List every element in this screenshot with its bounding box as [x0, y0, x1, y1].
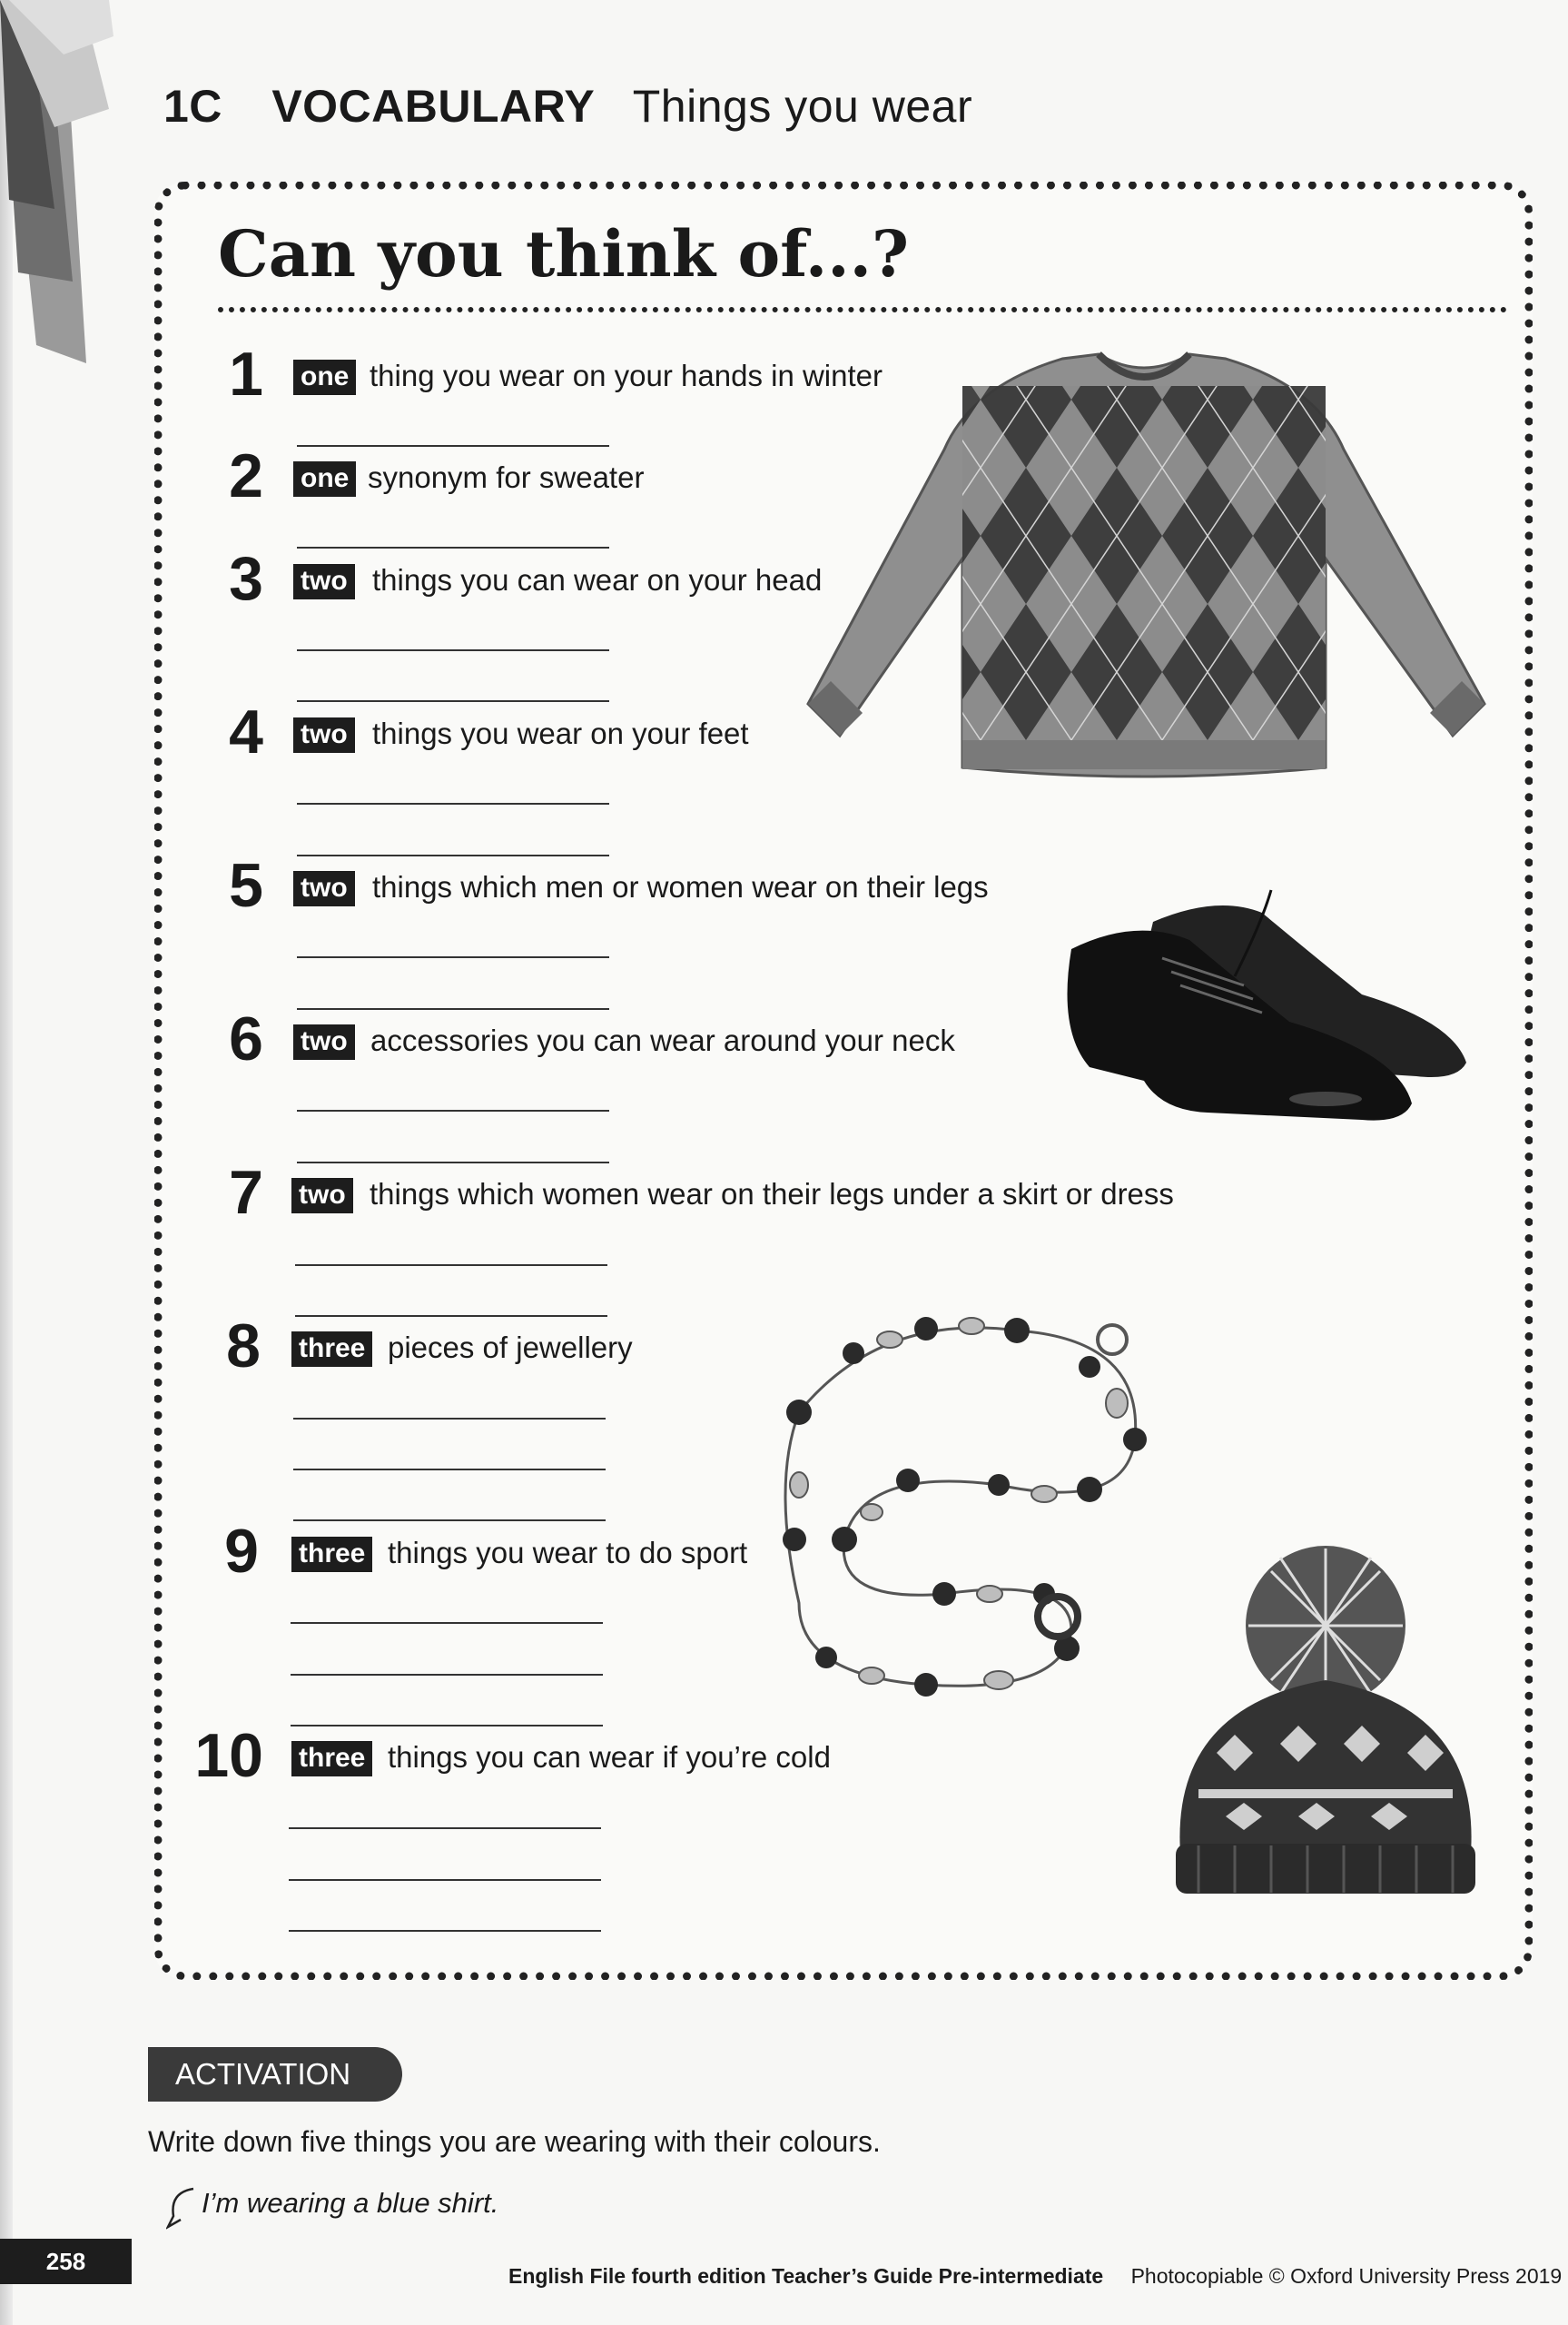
quantity-tag: two	[293, 564, 355, 599]
question-number: 5	[229, 851, 263, 920]
question-text: things which men or women wear on their legs	[372, 870, 989, 904]
question-number: 10	[194, 1721, 263, 1790]
question-number: 3	[229, 544, 263, 613]
title-divider	[218, 307, 1507, 312]
quantity-tag: two	[293, 717, 355, 753]
answer-line[interactable]	[295, 1264, 607, 1266]
activation-example: I’m wearing a blue shirt.	[202, 2187, 499, 2219]
quantity-tag: two	[293, 871, 355, 906]
worksheet-title: Can you think of...?	[218, 216, 909, 292]
decorative-fan-graphic	[0, 0, 118, 372]
answer-line[interactable]	[297, 956, 609, 958]
question-10	[0, 1721, 1271, 1790]
question-number: 4	[229, 698, 263, 767]
answer-line[interactable]	[291, 1622, 603, 1624]
quantity-tag: two	[293, 1024, 355, 1060]
question-number: 1	[229, 340, 263, 409]
question-text: things you can wear on your head	[372, 563, 823, 597]
necklace-image	[745, 1303, 1171, 1703]
quantity-tag: one	[293, 461, 356, 497]
quantity-tag: three	[291, 1537, 372, 1572]
activation-label: ACTIVATION	[148, 2047, 402, 2102]
answer-line[interactable]	[289, 1879, 601, 1881]
shoes-image	[1053, 885, 1471, 1149]
book-title: English File fourth edition Teacher’s Guide Pre-intermediate	[508, 2264, 1104, 2288]
question-text: things you can wear if you’re cold	[388, 1740, 831, 1774]
answer-line[interactable]	[291, 1674, 603, 1676]
speech-bubble-icon	[166, 2185, 202, 2231]
question-number: 6	[229, 1004, 263, 1073]
question-text: things you wear on your feet	[372, 717, 749, 750]
question-number: 7	[229, 1158, 263, 1227]
question-text: pieces of jewellery	[388, 1331, 633, 1364]
quantity-tag: three	[291, 1741, 372, 1776]
question-number: 2	[229, 441, 263, 510]
lesson-code: 1C	[163, 81, 222, 132]
copyright-notice: Photocopiable © Oxford University Press 2019	[1130, 2264, 1563, 2288]
question-text: accessories you can wear around your neck	[370, 1024, 955, 1057]
bobble-hat-image	[1162, 1544, 1489, 1898]
footer	[508, 2264, 1562, 2289]
answer-line[interactable]	[293, 1418, 606, 1420]
activation-instruction: Write down five things you are wearing with their colours.	[148, 2125, 881, 2158]
question-text: things you wear to do sport	[388, 1536, 748, 1569]
question-text: things which women wear on their legs under a skirt or dress	[370, 1177, 1174, 1211]
quantity-tag: two	[291, 1178, 353, 1213]
quantity-tag: three	[291, 1331, 372, 1367]
answer-line[interactable]	[289, 1930, 601, 1932]
page-number: 258	[0, 2239, 132, 2284]
question-text: synonym for sweater	[368, 460, 645, 494]
question-number: 9	[224, 1517, 259, 1586]
answer-line[interactable]	[297, 1110, 609, 1112]
answer-line[interactable]	[297, 803, 609, 805]
section-topic: Things you wear	[632, 81, 973, 132]
question-text: thing you wear on your hands in winter	[370, 359, 883, 392]
quantity-tag: one	[293, 360, 356, 395]
answer-line[interactable]	[297, 649, 609, 651]
section-header	[163, 80, 972, 133]
sweater-image	[799, 331, 1494, 795]
answer-line[interactable]	[289, 1827, 601, 1829]
section-category: VOCABULARY	[271, 81, 596, 132]
question-number: 8	[226, 1311, 261, 1380]
answer-line[interactable]	[293, 1469, 606, 1470]
question-7	[0, 1158, 1271, 1227]
